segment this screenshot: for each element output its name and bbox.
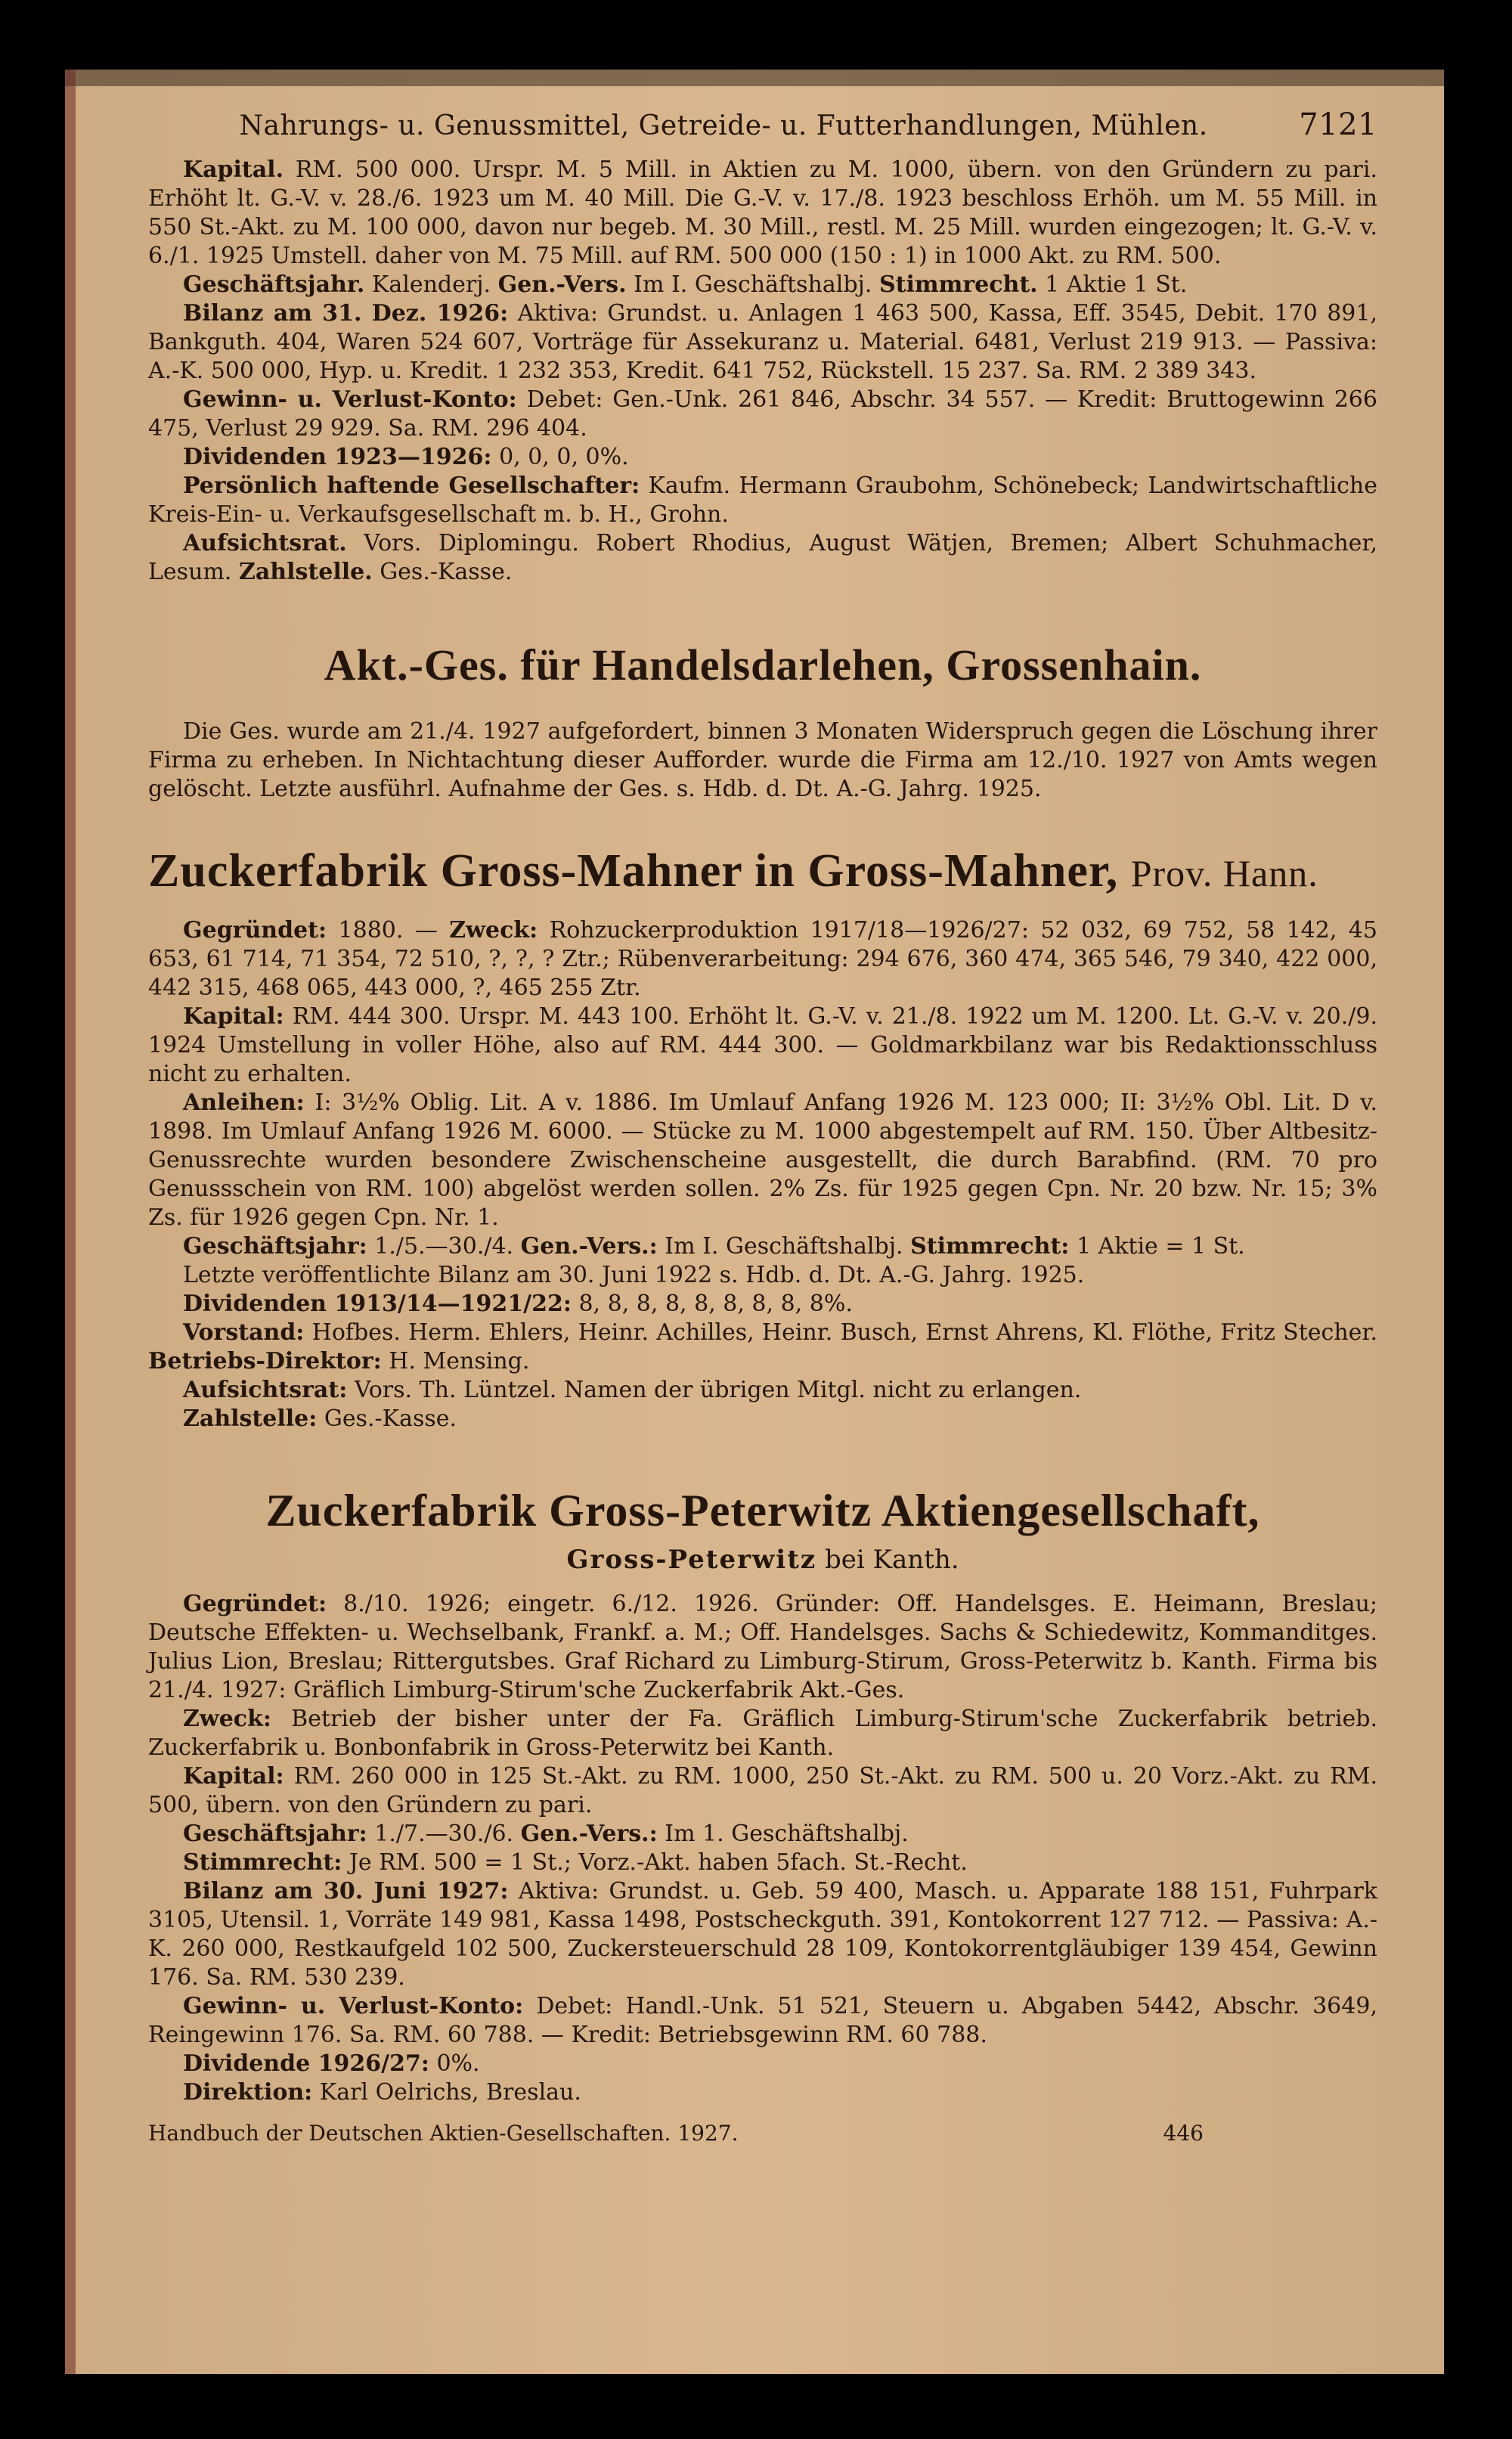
direktion-paragraph: Direktion: Karl Oelrichs, Breslau. xyxy=(183,2079,581,2106)
dividende-paragraph: Dividende 1926/27: 0%. xyxy=(183,2050,480,2077)
stimmrecht-paragraph: Stimmrecht: Je RM. 500 = 1 St.; Vorz.-Akt. haben 5fach. St.-Recht. xyxy=(183,1849,968,1876)
page-spine xyxy=(65,70,76,2374)
handelsdarlehen-text: Die Ges. wurde am 21./4. 1927 aufgefordert, binnen 3 Monaten Widerspruch gegen die Löschung ihrer Firma zu erheben. In Nichtachtung dieser Aufforder. wurde die Firma am 12./10. 1927 von Amts wegen gelöscht. Letzte ausführl. Aufnahme der Ges. s. Hdb. d. Dt. A.-G. Jahrg. 1925. xyxy=(148,718,1377,802)
kapital-paragraph: Kapital: RM. 444 300. Urspr. M. 443 100. Erhöht lt. G.-V. v. 21./8. 1922 um M. 1200. Lt. G.-V. v. 20./9. 1924 Umstellung in voller Höhe, also auf RM. 444 300. — Goldmarkbilanz war bis Redaktionsschluss nicht zu erhalten. xyxy=(148,1003,1377,1087)
kapital-paragraph: Kapital. RM. 500 000. Urspr. M. 5 Mill. in Aktien zu M. 1000, übern. von den Gründern zu pari. Erhöht lt. G.-V. v. 28./6. 1923 um M. 40 Mill. Die G.-V. v. 17./8. 1923 beschloss Erhöh. um M. 55 Mill. in 550 St.-Akt. zu M. 100 000, davon nur begeb. M. 30 Mill., restl. M. 25 Mill. wurden eingezogen; lt. G.-V. v. 6./1. 1925 Umstell. daher von M. 75 Mill. auf RM. 500 000 (150 : 1) in 1000 Akt. zu RM. 500. xyxy=(148,157,1377,269)
heading-gross-peterwitz: Zuckerfabrik Gross-Peterwitz Aktiengesellschaft, xyxy=(265,1486,1260,1536)
geschaeftsjahr-paragraph: Geschäftsjahr. Kalenderj. Gen.-Vers. Im I. Geschäftshalbj. Stimmrecht. 1 Aktie 1 St. xyxy=(183,271,1188,298)
bilanz-paragraph: Bilanz am 30. Juni 1927: Aktiva: Grundst. u. Geb. 59 400, Masch. u. Apparate 188 151, Fuhrpark 3105, Utensil. 1, Vorräte 149 981, Kassa 1498, Postscheckguth. 391, Kontokorrent 127 712. — Passiva: A.-K. 260 000, Restkaufgeld 102 500, Zuckersteuerschuld 28 109, Kontokorrentgläubiger 139 454, Gewinn 176. Sa. RM. 530 239. xyxy=(148,1878,1377,1991)
kapital-paragraph: Kapital: RM. 260 000 in 125 St.-Akt. zu RM. 1000, 250 St.-Akt. zu RM. 500 u. 20 Vorz.-Akt. zu RM. 500, übern. von den Gründern zu pari. xyxy=(148,1763,1377,1818)
heading-handelsdarlehen: Akt.-Ges. für Handelsdarlehen, Grossenhain. xyxy=(324,640,1202,690)
page-top-edge xyxy=(65,70,1444,86)
guv-paragraph: Gewinn- u. Verlust-Konto: Debet: Handl.-Unk. 51 521, Steuern u. Abgaben 5442, Abschr. 3649, Reingewinn 176. Sa. RM. 60 788. — Kredit: Betriebsgewinn RM. 60 788. xyxy=(148,1993,1377,2048)
anleihen-paragraph: Anleihen: I: 3½% Oblig. Lit. A v. 1886. Im Umlauf Anfang 1926 M. 123 000; II: 3½% Obl. Lit. D v. 1898. Im Umlauf Anfang 1926 M. 6000. — Stücke zu M. 1000 abgestempelt auf RM. 150. Über Altbesitz-Genussrechte wurden besondere Zwischenscheine ausgestellt, die durch Barabfind. (RM. 70 pro Genussschein von RM. 100) abgelöst werden sollen. 2% Zs. für 1925 gegen Cpn. Nr. 20 bzw. Nr. 15; 3% Zs. für 1926 gegen Cpn. Nr. 1. xyxy=(148,1089,1377,1231)
vorstand-paragraph: Vorstand: Hofbes. Herm. Ehlers, Heinr. Achilles, Heinr. Busch, Ernst Ahrens, Kl. Flöthe, Fritz Stecher. Betriebs-Direktor: H. Mensing. xyxy=(148,1319,1377,1374)
bilanz-paragraph: Letzte veröffentlichte Bilanz am 30. Juni 1922 s. Hdb. d. Dt. A.-G. Jahrg. 1925. xyxy=(183,1262,1085,1288)
book-page xyxy=(65,70,1444,2374)
zweck-paragraph: Zweck: Betrieb der bisher unter der Fa. Gräflich Limburg-Stirum'sche Zuckerfabrik betrieb. Zuckerfabrik u. Bonbonfabrik in Gross-Peterwitz bei Kanth. xyxy=(148,1706,1377,1761)
dividenden-paragraph: Dividenden 1913/14—1921/22: 8, 8, 8, 8, 8, 8, 8, 8, 8%. xyxy=(183,1291,853,1317)
bilanz-paragraph: Bilanz am 31. Dez. 1926: Aktiva: Grundst. u. Anlagen 1 463 500, Kassa, Eff. 3545, Debit. 170 891, Bankguth. 404, Waren 524 607, Vorträge für Assekuranz u. Material. 6481, Verlust 219 913. — Passiva: A.-K. 500 000, Hyp. u. Kredit. 1 232 353, Kredit. 641 752, Rückstell. 15 237. Sa. RM. 2 389 343. xyxy=(148,300,1377,384)
zahlstelle-paragraph: Zahlstelle: Ges.-Kasse. xyxy=(183,1405,457,1432)
aufsichtsrat-paragraph: Aufsichtsrat: Vors. Th. Lüntzel. Namen der übrigen Mitgl. nicht zu erlangen. xyxy=(183,1377,1082,1403)
aufsichtsrat-paragraph: Aufsichtsrat. Vors. Diplomingu. Robert Rhodius, August Wätjen, Bremen; Albert Schuhmacher, Lesum. Zahlstelle. Ges.-Kasse. xyxy=(148,530,1377,585)
entry-gross-peterwitz xyxy=(148,1590,1377,2107)
dividenden-paragraph: Dividenden 1923—1926: 0, 0, 0, 0%. xyxy=(183,444,629,470)
footer-sheet-number: 446 xyxy=(1163,2121,1204,2146)
subheading-location: Gross-Peterwitz bei Kanth. xyxy=(566,1545,959,1575)
page-footer xyxy=(148,2121,1377,2146)
heading-gross-mahner: Zuckerfabrik Gross-Mahner in Gross-Mahner, Prov. Hann. xyxy=(148,845,1318,897)
geschaeftsjahr-paragraph: Geschäftsjahr: 1./7.—30./6. Gen.-Vers.: Im 1. Geschäftshalbj. xyxy=(183,1821,909,1847)
page-number: 7121 xyxy=(1299,107,1377,142)
running-head xyxy=(148,107,1377,142)
geschaeftsjahr-paragraph: Geschäftsjahr: 1./5.—30./4. Gen.-Vers.: Im I. Geschäftshalbj. Stimmrecht: 1 Aktie = 1 St. xyxy=(183,1233,1245,1260)
entry-gross-mahner xyxy=(148,916,1377,1433)
footer-book-title: Handbuch der Deutschen Aktien-Gesellschaften. 1927. xyxy=(148,2121,739,2146)
running-head-title: Nahrungs- u. Genussmittel, Getreide- u. Futterhandlungen, Mühlen. xyxy=(239,110,1208,141)
gegruendet-paragraph: Gegründet: 8./10. 1926; eingetr. 6./12. 1926. Gründer: Off. Handelsges. E. Heimann, Breslau; Deutsche Effekten- u. Wechselbank, Frankf. a. M.; Off. Handelsges. Sachs & Schiedewitz, Kommanditges. Julius Lion, Breslau; Rittergutsbes. Graf Richard zu Limburg-Stirum, Gross-Peterwitz b. Kanth. Firma bis 21./4. 1927: Gräflich Limburg-Stirum'sche Zuckerfabrik Akt.-Ges. xyxy=(148,1591,1377,1703)
guv-paragraph: Gewinn- u. Verlust-Konto: Debet: Gen.-Unk. 261 846, Abschr. 34 557. — Kredit: Bruttogewinn 266 475, Verlust 29 929. Sa. RM. 296 404. xyxy=(148,386,1377,442)
entry-continued xyxy=(148,156,1377,587)
gesellschafter-paragraph: Persönlich haftende Gesellschafter: Kaufm. Hermann Graubohm, Schönebeck; Landwirtschaftliche Kreis-Ein- u. Verkaufsgesellschaft m. b. H., Grohn. xyxy=(148,473,1378,528)
gegruendet-paragraph: Gegründet: 1880. — Zweck: Rohzuckerproduktion 1917/18—1926/27: 52 032, 69 752, 58 142, 45 653, 61 714, 71 354, 72 510, ?, ?, ? Ztr.; Rübenverarbeitung: 294 676, 360 474, 365 546, 79 340, 422 000, 442 315, 468 065, 443 000, ?, 465 255 Ztr. xyxy=(148,917,1377,1001)
